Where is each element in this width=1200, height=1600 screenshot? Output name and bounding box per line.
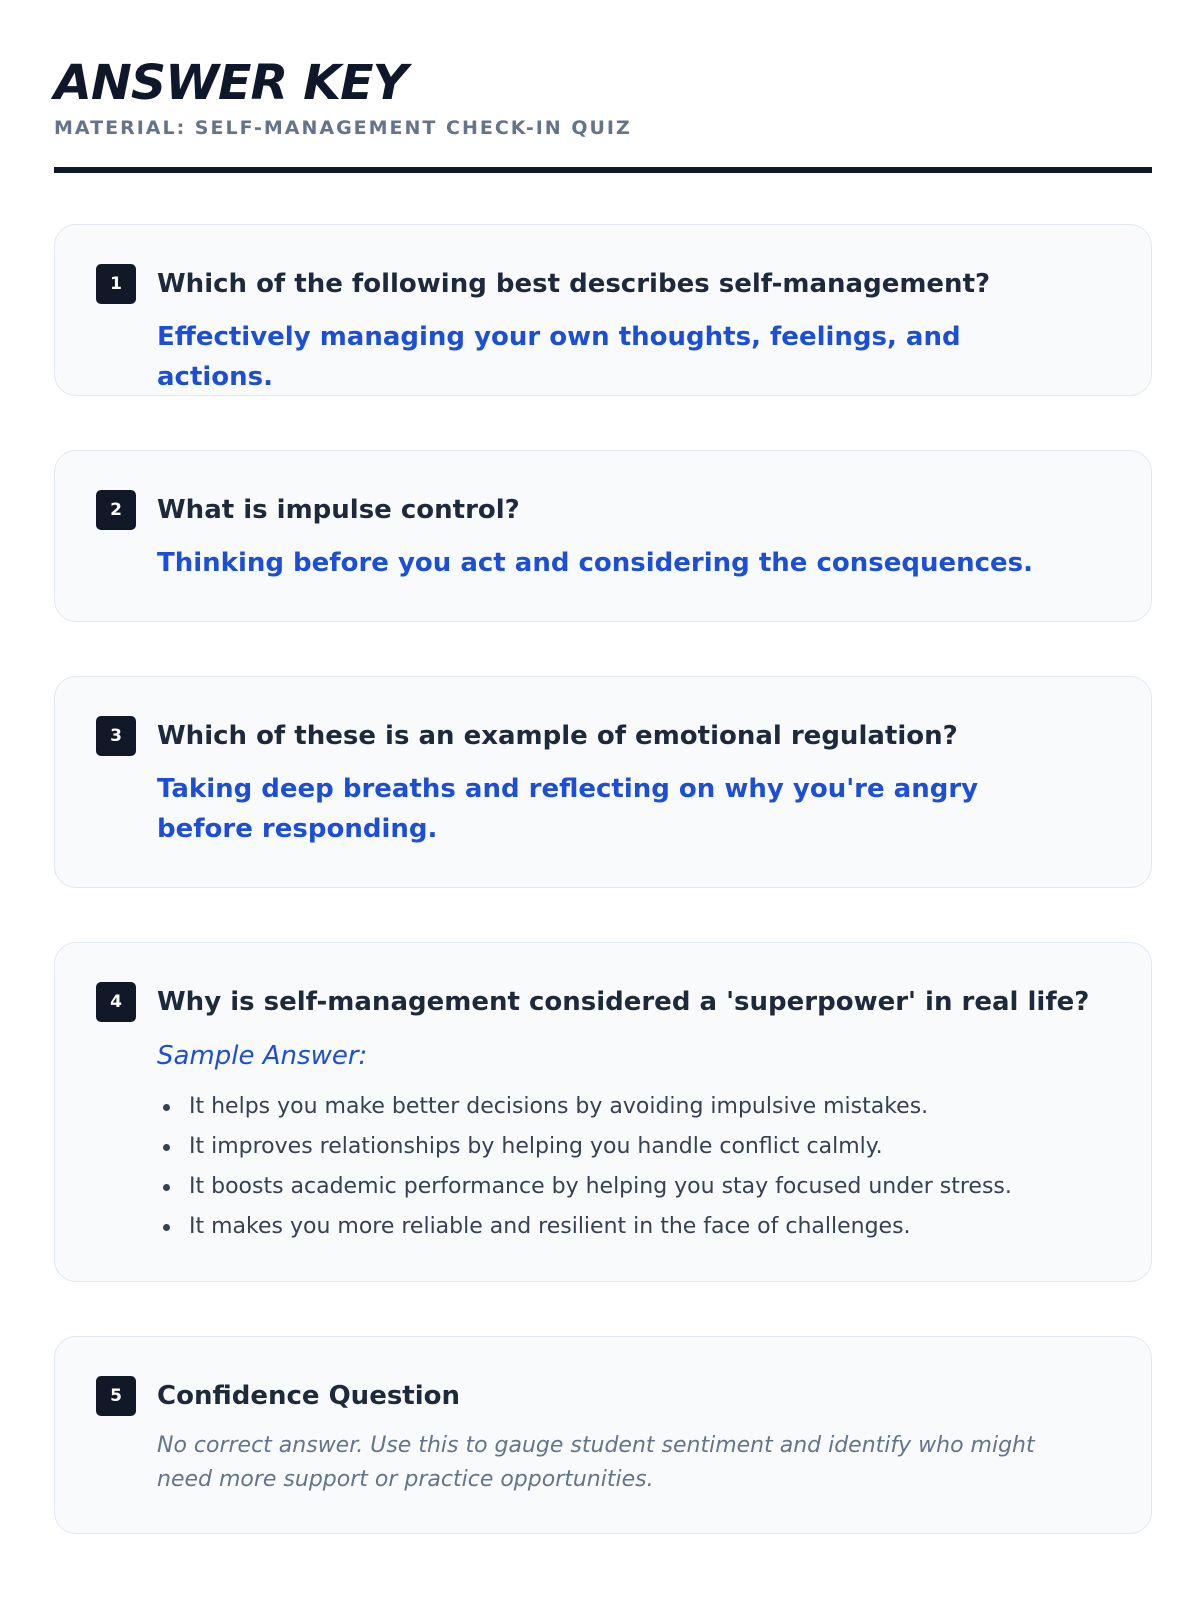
sample-answer-list xyxy=(157,1087,1111,1247)
question-number-badge: 4 xyxy=(96,982,136,1022)
question-text: Which of these is an example of emotional regulation? xyxy=(157,721,958,751)
confidence-note: No correct answer. Use this to gauge student sentiment and identify who might need more support or practice opportunities. xyxy=(157,1433,1035,1492)
question-card-1 xyxy=(54,224,1152,396)
question-text: Why is self-management considered a 'superpower' in real life? xyxy=(157,987,1090,1017)
bullet-icon xyxy=(163,1184,170,1191)
list-item-text: It helps you make better decisions by avoiding impulsive mistakes. xyxy=(189,1094,929,1119)
bullet-icon xyxy=(163,1144,170,1151)
page-subtitle: MATERIAL: SELF-MANAGEMENT CHECK-IN QUIZ xyxy=(54,117,632,139)
bullet-icon xyxy=(163,1224,170,1231)
list-item-text: It boosts academic performance by helping you stay focused under stress. xyxy=(189,1174,1012,1199)
list-item xyxy=(157,1127,1111,1167)
list-item xyxy=(157,1207,1111,1247)
question-card-2 xyxy=(54,450,1152,622)
question-number-badge: 1 xyxy=(96,264,136,304)
list-item xyxy=(157,1087,1111,1127)
question-card-5 xyxy=(54,1336,1152,1534)
list-item-text: It makes you more reliable and resilient in the face of challenges. xyxy=(189,1214,911,1239)
question-number-badge: 2 xyxy=(96,490,136,530)
bullet-icon xyxy=(163,1104,170,1111)
question-card-4 xyxy=(54,942,1152,1282)
list-item-text: It improves relationships by helping you handle conflict calmly. xyxy=(189,1134,883,1159)
question-text: What is impulse control? xyxy=(157,495,520,525)
answer-text: Thinking before you act and considering the consequences. xyxy=(157,548,1034,578)
answer-text: Effectively managing your own thoughts, feelings, and actions. xyxy=(157,322,961,392)
question-card-3 xyxy=(54,676,1152,888)
page-title: ANSWER KEY xyxy=(54,55,407,111)
header-divider xyxy=(54,167,1152,173)
list-item xyxy=(157,1167,1111,1207)
question-number-badge: 5 xyxy=(96,1376,136,1416)
question-text: Which of the following best describes self-management? xyxy=(157,269,991,299)
answer-text: Taking deep breaths and reflecting on why you're angry before responding. xyxy=(157,774,979,844)
question-text: Confidence Question xyxy=(157,1381,461,1411)
sample-answer-label: Sample Answer: xyxy=(157,1041,368,1071)
question-number-badge: 3 xyxy=(96,716,136,756)
